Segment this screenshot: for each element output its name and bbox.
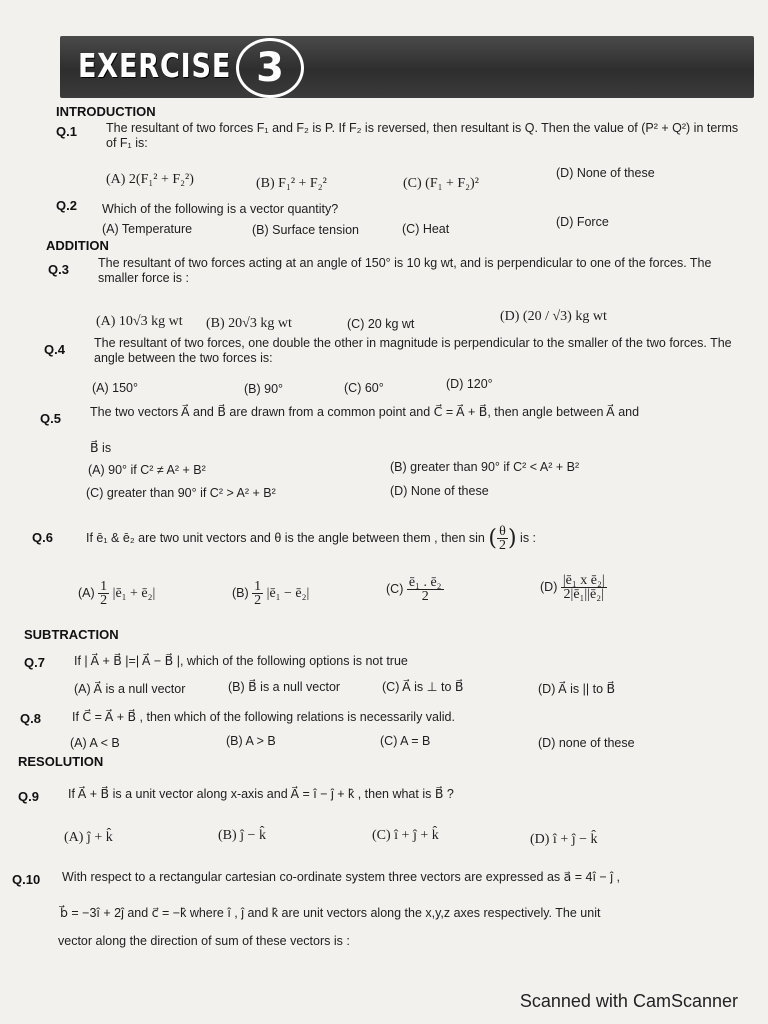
exercise-title: EXERCISE [78, 46, 232, 85]
option-d: (D) 120° [446, 377, 493, 391]
exercise-banner [60, 36, 754, 98]
option-d: (D) (20 / √3) kg wt [500, 309, 607, 324]
question-text: If C⃗ = A⃗ + B⃗ , then which of the following relations is necessarily valid. [72, 710, 455, 724]
option-b: (B) ĵ − k̂ [218, 828, 266, 843]
question-text-main: If ē₁ & ē₂ are two unit vectors and θ is the angle between them , then sin [86, 530, 485, 545]
question-text: If A⃗ + B⃗ is a unit vector along x-axis and A⃗ = î − ĵ + k̂ , then what is B⃗ ? [68, 787, 454, 801]
section-subtraction: SUBTRACTION [24, 627, 119, 642]
question-text [86, 525, 536, 552]
question-number: Q.9 [18, 789, 39, 804]
option-c: (C) 60° [344, 381, 384, 395]
option-b: (B) $\frac{1}{2}$ |ē₁ − ē₂| [232, 579, 310, 608]
section-addition: ADDITION [46, 238, 109, 253]
option-b: (B) Surface tension [252, 223, 359, 237]
option-c: (C) Heat [402, 222, 450, 236]
option-b: (B) 90° [244, 382, 284, 396]
option-b: (B) A > B [226, 734, 276, 748]
option-d: (D) None of these [390, 484, 489, 498]
question-text-line-3: vector along the direction of sum of these vectors is : [58, 934, 350, 948]
option-d: (D) none of these [538, 736, 635, 750]
option-b: (B) F₁² + F₂² [256, 176, 327, 191]
fraction: $\frac{1}{2}$ [100, 579, 108, 608]
option-a: (A) 150° [92, 381, 138, 395]
question-number: Q.8 [20, 711, 41, 726]
option-d: (D) î + ĵ − k̂ [530, 832, 598, 847]
question-number: Q.1 [56, 124, 77, 139]
option-a: (A) 2(F₁² + F₂²) [106, 172, 194, 187]
theta-over-two: $\frac{\theta}{2}$ [498, 524, 506, 553]
exercise-number: 3 [236, 38, 304, 98]
question-number: Q.7 [24, 655, 45, 670]
question-number: Q.2 [56, 198, 77, 213]
option-a: (A) 10√3 kg wt [96, 314, 183, 329]
option-c: (C) (F₁ + F₂)² [403, 176, 479, 191]
scanner-watermark: Scanned with CamScanner [519, 991, 738, 1011]
option-d: (D) $\frac{\text{|ē₁ x ē₂|}}{\text{2|ē₁||ē₂|}}$ [540, 573, 605, 602]
question-number: Q.5 [40, 411, 61, 426]
question-text: If | A⃗ + B⃗ |=| A⃗ − B⃗ |, which of the following options is not true [74, 654, 408, 668]
option-b: (B) B⃗ is a null vector [228, 680, 341, 694]
option-d: (D) None of these [556, 166, 655, 180]
question-text: Which of the following is a vector quantity? [102, 202, 339, 216]
option-c: (C) $\frac{\text{ē₁ . ē₂}}{2}$ [386, 575, 442, 604]
question-number: Q.10 [12, 872, 41, 887]
left-paren: ( [488, 526, 497, 551]
fraction: $\frac{\text{ē₁ . ē₂}}{2}$ [408, 575, 442, 604]
option-c: (C) 20 kg wt [347, 317, 415, 331]
option-d: (D) A⃗ is || to B⃗ [538, 682, 616, 696]
question-text-continued: B⃗ is [90, 441, 112, 455]
section-resolution: RESOLUTION [18, 754, 104, 769]
option-a: (A) A⃗ is a null vector [74, 682, 186, 696]
fraction: $\frac{1}{2}$ [254, 579, 262, 608]
question-text: The resultant of two forces, one double the other in magnitude is perpendicular to the smaller of the two forces. The angle between the two forces is: [94, 336, 732, 365]
option-b: (B) 20√3 kg wt [206, 316, 292, 331]
question-text-line-1: With respect to a rectangular cartesian co-ordinate system three vectors are expressed as a⃗ = 4î − ĵ , [62, 870, 620, 884]
question-text: The resultant of two forces acting at an angle of 150° is 10 kg wt, and is perpendicular to one of the forces. The smaller force is : [98, 256, 712, 285]
option-c: (C) î + ĵ + k̂ [372, 828, 439, 843]
option-c: (C) greater than 90° if C² > A² + B² [86, 486, 276, 500]
question-number: Q.6 [32, 530, 53, 545]
option-d: (D) Force [556, 215, 609, 229]
option-c: (C) A = B [380, 734, 431, 748]
option-a: (A) A < B [70, 736, 120, 750]
option-a: (A) Temperature [102, 222, 193, 236]
right-paren: ) [507, 526, 517, 551]
section-introduction: INTRODUCTION [56, 104, 156, 119]
option-a: (A) $\frac{1}{2}$ |ē₁ + ē₂| [78, 579, 156, 608]
question-text-line-2: b⃗ = −3î + 2ĵ and c⃗ = −k̂ where î , ĵ and k̂ are unit vectors along the x,y,z axes respectively. The unit [60, 906, 601, 920]
option-a: (A) ĵ + k̂ [64, 830, 113, 845]
question-text: The resultant of two forces F₁ and F₂ is P. If F₂ is reversed, then resultant is Q. Then the value of (P² + Q²) in terms of F₁ is: [106, 121, 739, 150]
option-a: (A) 90° if C² ≠ A² + B² [88, 463, 206, 477]
question-text: The two vectors A⃗ and B⃗ are drawn from a common point and C⃗ = A⃗ + B⃗, then angle between A⃗ and [90, 405, 640, 419]
question-number: Q.4 [44, 342, 65, 357]
fraction: $\frac{\text{|ē₁ x ē₂|}}{\text{2|ē₁||ē₂|}}$ [562, 573, 605, 602]
option-c: (C) A⃗ is ⊥ to B⃗ [382, 680, 464, 694]
option-b: (B) greater than 90° if C² < A² + B² [390, 460, 580, 474]
question-text-end: is : [520, 530, 537, 545]
question-number: Q.3 [48, 262, 69, 277]
